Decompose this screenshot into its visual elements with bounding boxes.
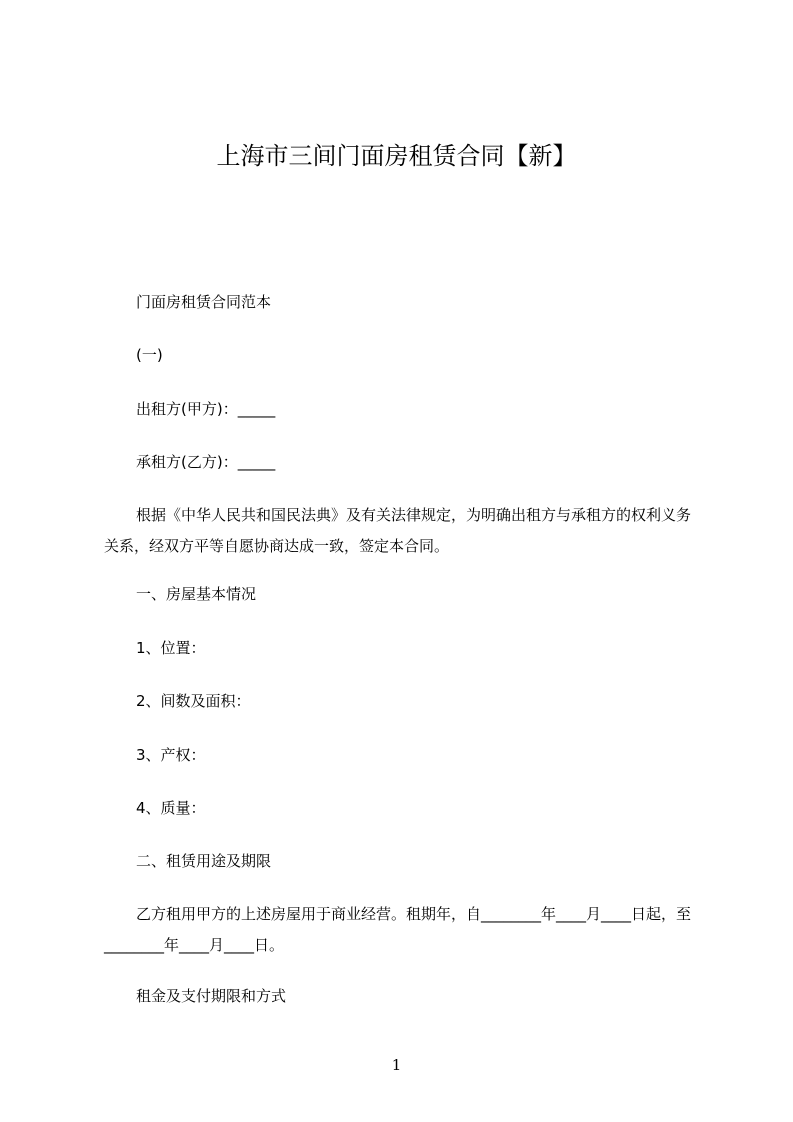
section1-heading: 一、房屋基本情况 bbox=[136, 585, 257, 603]
rent-heading: 租金及支付期限和方式 bbox=[136, 987, 287, 1005]
item-ownership: 3、产权： bbox=[136, 746, 206, 764]
intro-paragraph: 根据《中华人民共和国民法典》及有关法律规定，为明确出租方与承租方的权利义务关系，经双方平等自愿协商达成一致，签定本合同。 bbox=[104, 506, 692, 555]
section2-heading: 二、租赁用途及期限 bbox=[136, 852, 272, 870]
item-quality: 4、质量： bbox=[136, 799, 206, 817]
lessee-line: 承租方(乙方)：_____ bbox=[136, 453, 276, 471]
document-title: 上海市三间门面房租赁合同【新】 bbox=[216, 142, 577, 170]
section-marker: (一) bbox=[136, 346, 163, 364]
item-location: 1、位置： bbox=[136, 639, 206, 657]
page-number: 1 bbox=[391, 1056, 402, 1074]
lessor-line: 出租方(甲方)：_____ bbox=[136, 400, 276, 418]
document-subtitle: 门面房租赁合同范本 bbox=[136, 293, 272, 311]
term-paragraph: 乙方租用甲方的上述房屋用于商业经营。租期年，自________年____月____日起，至________年____月____日。 bbox=[104, 905, 692, 954]
item-rooms-area: 2、间数及面积： bbox=[136, 692, 251, 710]
